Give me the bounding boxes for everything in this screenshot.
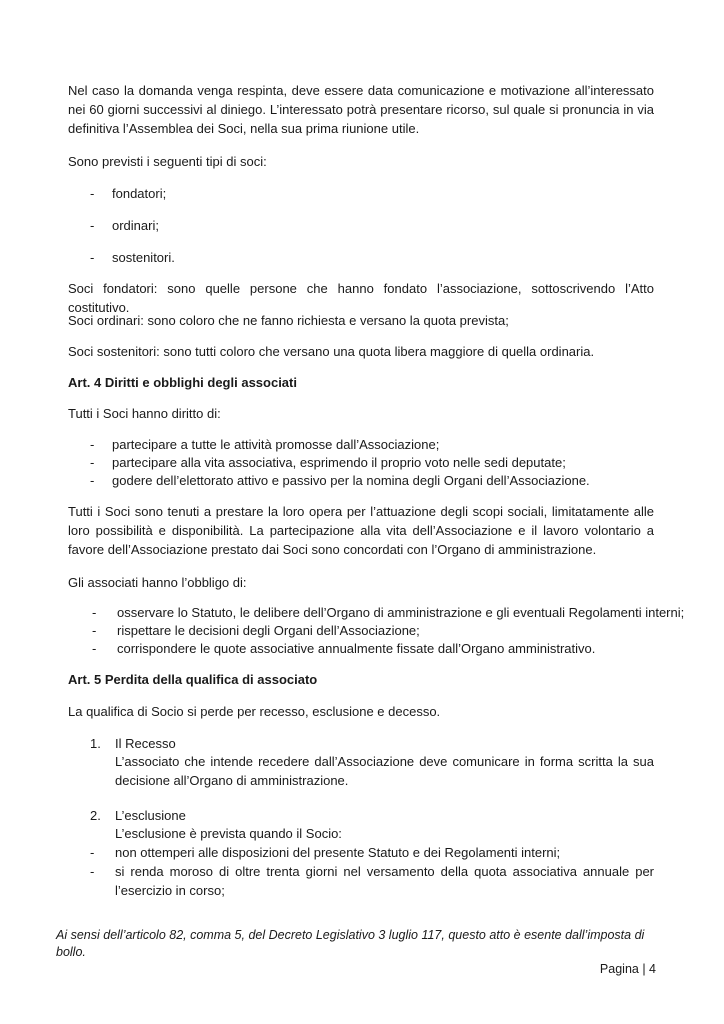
bullet-dash: - [90,864,95,879]
bullet-dash: - [92,641,97,656]
member-type-item: fondatori; [112,186,167,201]
duty-paragraph: Tutti i Soci sono tenuti a prestare la loro opera per l’attuazione degli scopi sociali, limitatamente alle loro possibilità e disponibilità. La partecipazione alla vita dell’Associazione e il lavoro volontario a favore dell’Associazione prestato dai Soci sono concordati con l’Organo di amministrazione. [68,504,654,557]
obligation-item: osservare lo Statuto, le delibere dell’Organo di amministrazione e gli eventuali Regolamenti interni; [117,605,685,620]
member-type-item: ordinari; [112,218,159,233]
exclusion-case: si renda moroso di oltre trenta giorni nel versamento della quota associativa annuale per l’esercizio in corso; [115,864,654,898]
bullet-dash: - [90,218,95,233]
rejection-paragraph: Nel caso la domanda venga respinta, deve essere data comunicazione e motivazione all’interessato nei 60 giorni successivi al diniego. L’interessato potrà presentare ricorso, sul quale si pronuncia in via definitiva l’Assemblea dei Soci, nella sua prima riunione utile. [68,83,654,136]
footer-note: Ai sensi dell’articolo 82, comma 5, del Decreto Legislativo 3 luglio 117, questo atto è esente dall’imposta di bollo. [56,928,645,959]
bullet-dash: - [90,250,95,265]
art4-heading: Art. 4 Diritti e obblighi degli associati [68,375,297,390]
obligation-item: corrispondere le quote associative annualmente fissate dall’Organo amministrativo. [117,641,596,656]
definition-ordinari: Soci ordinari: sono coloro che ne fanno richiesta e versano la quota prevista; [68,313,509,328]
bullet-dash: - [90,845,95,860]
recesso-title: Il Recesso [115,736,176,751]
list-number: 2. [90,808,101,823]
page-number: Pagina | 4 [599,962,656,976]
bullet-dash: - [92,605,97,620]
rights-item: partecipare alla vita associativa, esprimendo il proprio voto nelle sedi deputate; [112,455,566,470]
rights-item: godere dell’elettorato attivo e passivo per la nomina degli Organi dell’Associazione. [112,473,590,488]
member-types-intro: Sono previsti i seguenti tipi di soci: [68,154,267,169]
definition-fondatori: Soci fondatori: sono quelle persone che hanno fondato l’associazione, sottoscrivendo l’Atto costitutivo. [68,281,654,315]
list-number: 1. [90,736,101,751]
rights-item: partecipare a tutte le attività promosse dall’Associazione; [112,437,440,452]
bullet-dash: - [90,437,95,452]
exclusion-case: non ottemperi alle disposizioni del presente Statuto e dei Regolamenti interni; [115,845,561,860]
bullet-dash: - [90,455,95,470]
member-type-item: sostenitori. [112,250,175,265]
obligations-intro: Gli associati hanno l’obbligo di: [68,575,247,590]
art5-heading: Art. 5 Perdita della qualifica di associato [68,672,318,687]
esclusione-title: L’esclusione [115,808,186,823]
esclusione-text: L’esclusione è prevista quando il Socio: [115,826,342,841]
recesso-text: L’associato che intende recedere dall’Associazione deve comunicare in forma scritta la sua decisione all’Organo di amministrazione. [115,754,654,788]
bullet-dash: - [92,623,97,638]
bullet-dash: - [90,186,95,201]
rights-intro: Tutti i Soci hanno diritto di: [68,406,221,421]
art5-intro: La qualifica di Socio si perde per recesso, esclusione e decesso. [68,704,441,719]
obligation-item: rispettare le decisioni degli Organi dell’Associazione; [117,623,420,638]
bullet-dash: - [90,473,95,488]
definition-sostenitori: Soci sostenitori: sono tutti coloro che versano una quota libera maggiore di quella ordinaria. [68,344,595,359]
